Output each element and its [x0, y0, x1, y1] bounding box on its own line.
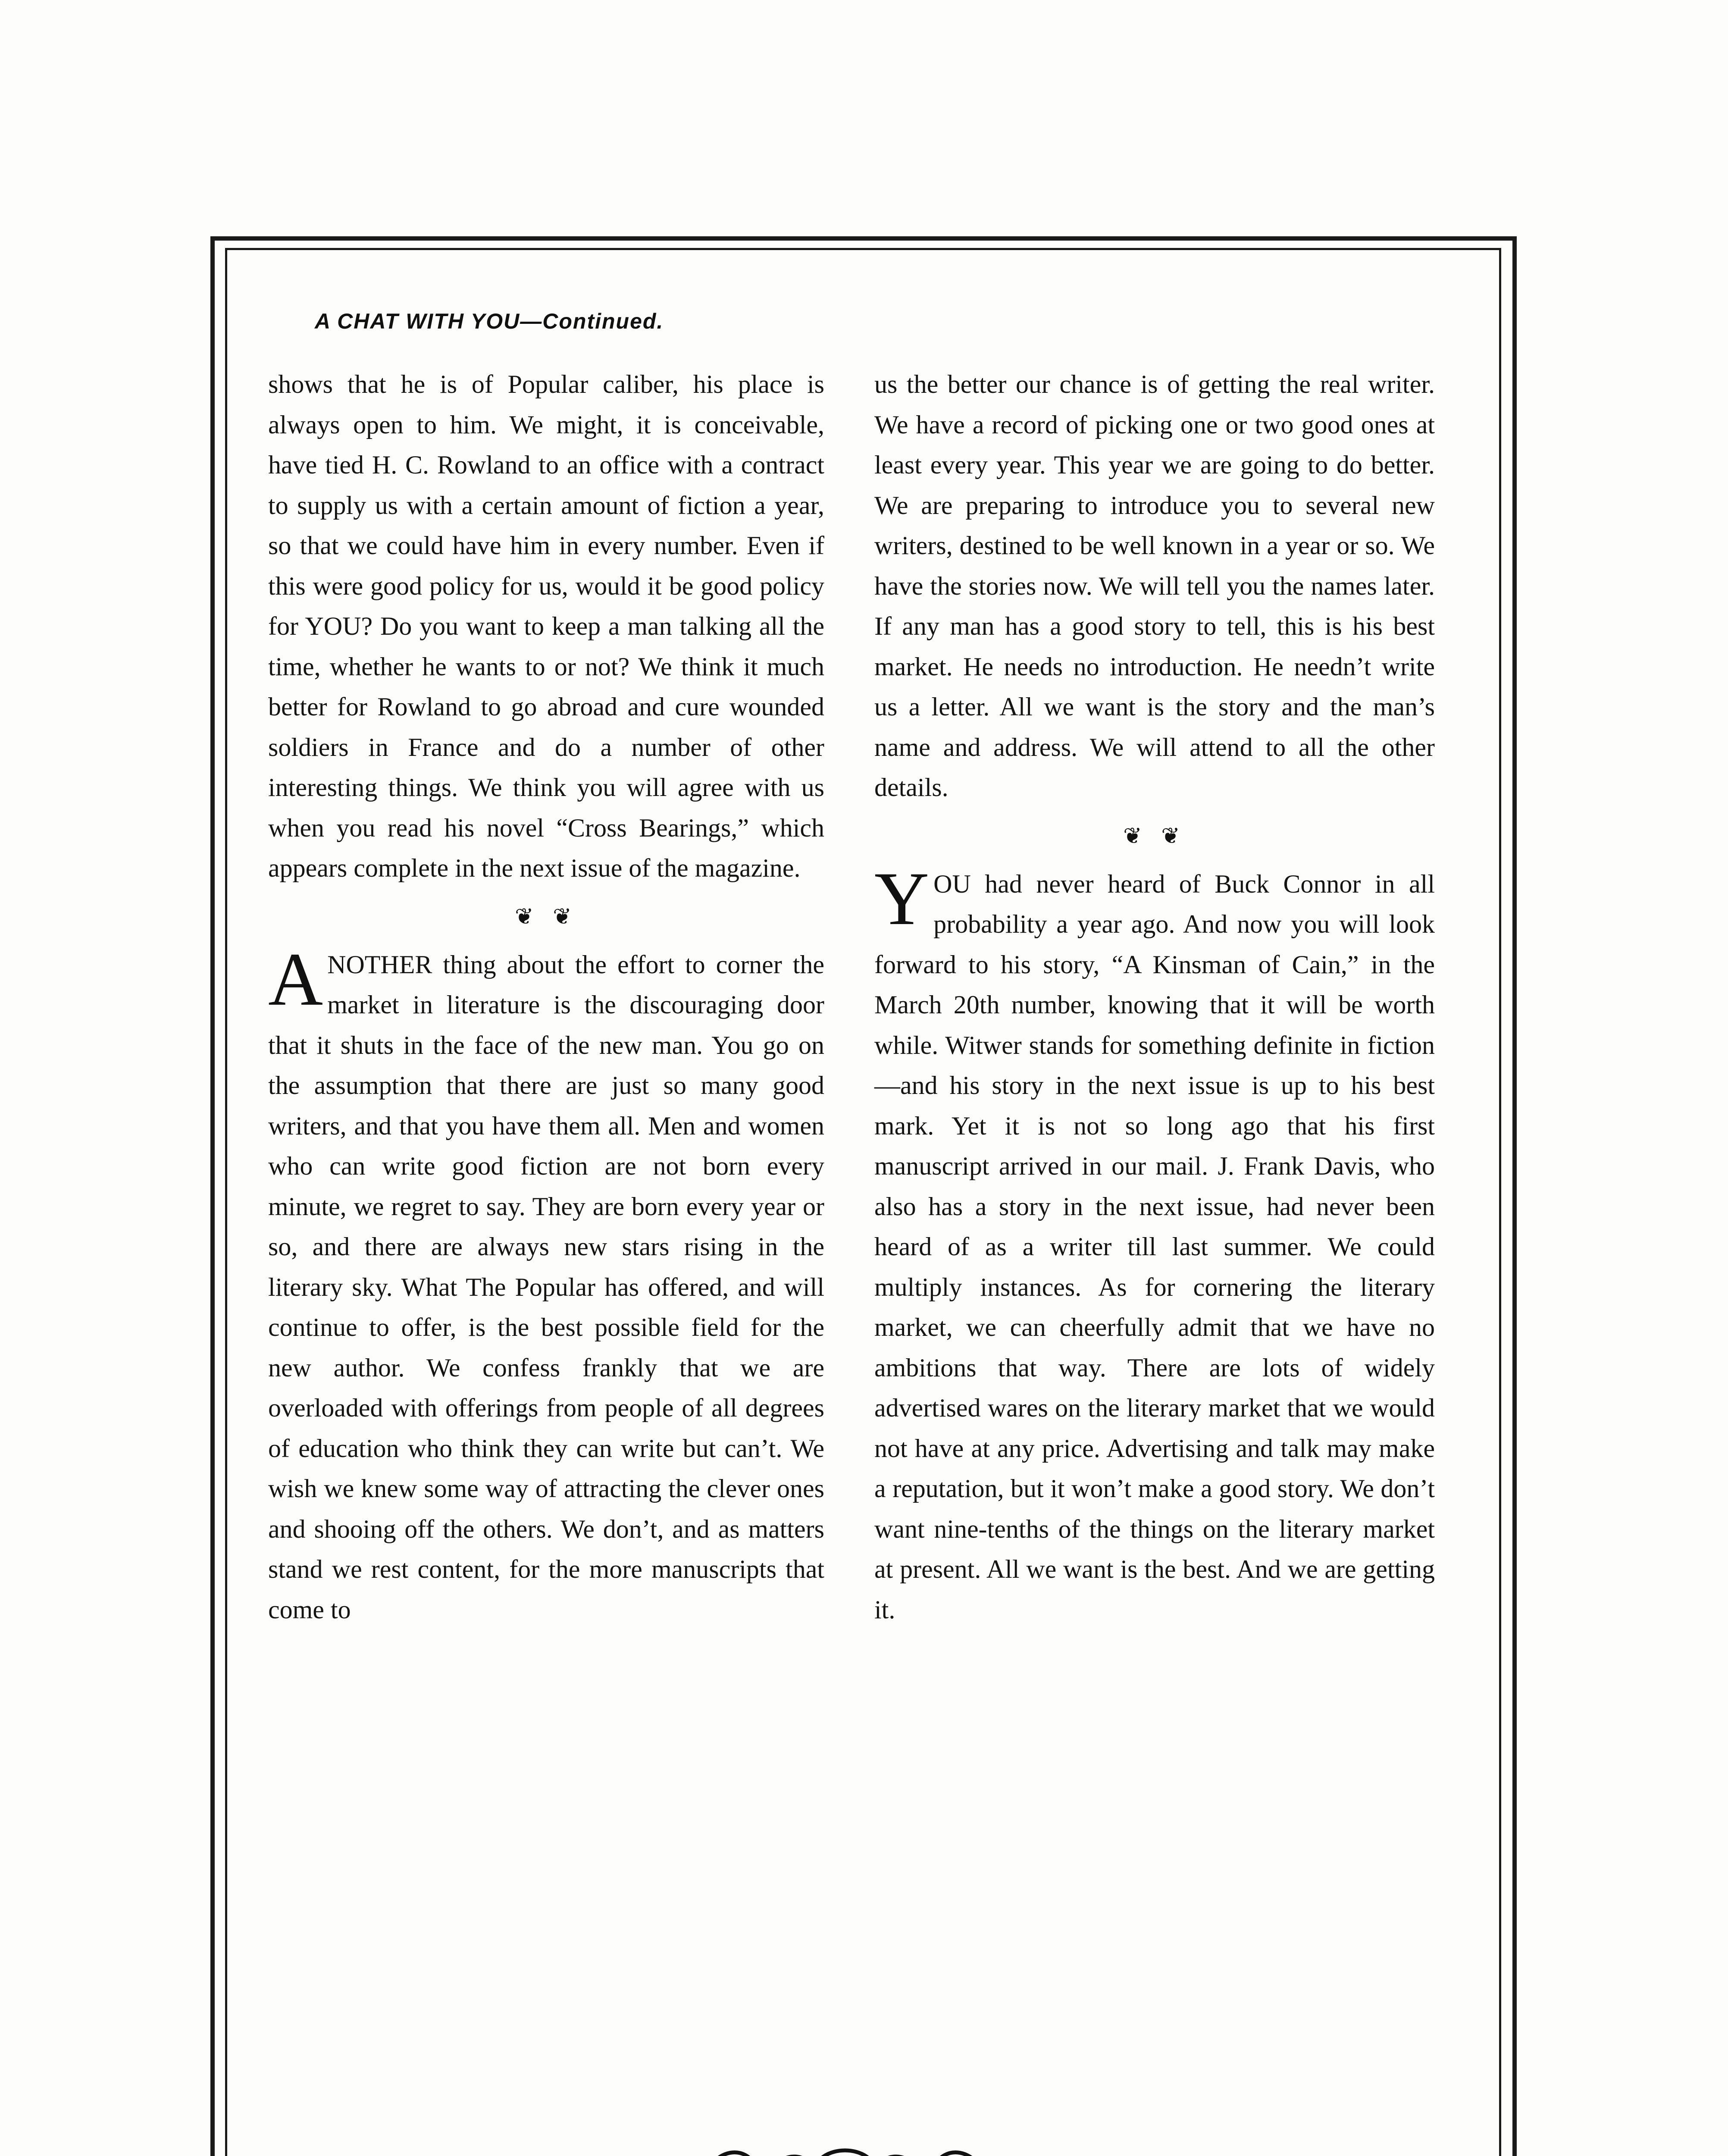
left-paragraph-2	[268, 937, 824, 1630]
fleuron-icon: ❦ ❦	[515, 903, 578, 930]
drop-cap: A	[268, 937, 323, 1022]
page-header: A CHAT WITH YOU—Continued.	[315, 309, 664, 333]
fleuron-icon: ❦ ❦	[1123, 823, 1186, 849]
left-column	[268, 364, 824, 1630]
right-paragraph-2-text: OU had never heard of Buck Connor in all probability a year ago. And now you will look forward to his story, “A Kinsman of Cain,” in the March 20th number, knowing that it will be worth while. Witwer stands for something definite in fiction—and his story in the next issue is up to his best mark. Yet it is not so long ago that his first manuscript arrived in our mail. J. Frank Davis, who also has a story in the next issue, had never been heard of as a writer till last summer. We could multiply instances. As for cornering the literary market, we can cheerfully admit that we have no ambitions that way. There are lots of widely advertised wares on the literary market that we would not have at any price. Advertising and talk may make a reputation, but it won’t make a good story. We don’t want nine-tenths of the things on the literary market at present. All we want is the best. And we are getting it.	[874, 869, 1435, 1624]
right-column	[874, 364, 1435, 1630]
left-paragraph-1: shows that he is of Popular caliber, his place is always open to him. We might, it is conceivable, have tied H. C. Rowland to an office with a contract to supply us with a certain amount of fiction a year, so that we could have him in every number. Even if this were good policy for us, would it be good policy for YOU? Do you want to keep a man talking all the time, whether he wants to or not? We think it much better for Rowland to go abroad and cure wounded soldiers in France and do a number of other interesting things. We think you will agree with us when you read his novel “Cross Bearings,” which appears complete in the next issue of the magazine.	[268, 370, 824, 882]
right-paragraph-1: us the better our chance is of getting the real writer. We have a record of picking one or two good ones at least every year. This year we are going to do better. We are preparing to introduce you to several new writers, destined to be well known in a year or so. We have the stories now. We will tell you the names later. If any man has a good story to tell, this is his best market. He needs no introduction. He needn’t write us a letter. All we want is the story and the man’s name and address. We will attend to all the other details.	[874, 370, 1435, 802]
scroll-ornament-icon	[681, 2134, 1009, 2156]
right-paragraph-2	[874, 856, 1435, 1630]
drop-cap: Y	[874, 856, 930, 941]
left-paragraph-2-text: NOTHER thing about the effort to corner the market in literature is the discouraging door that it shuts in the face of the new man. You go on the assumption that there are just so many good writers, and that you have them all. Men and women who can write good fiction are not born every minute, we regret to say. They are born every year or so, and there are always new stars rising in the literary sky. What The Popular has offered, and will continue to offer, is the best possible field for the new author. We confess frankly that we are overloaded with offerings from people of all degrees of education who think they can write but can’t. We wish we knew some way of attracting the clever ones and shooing off the others. We don’t, and as matters stand we rest content, for the more manuscripts that come to	[268, 950, 824, 1624]
